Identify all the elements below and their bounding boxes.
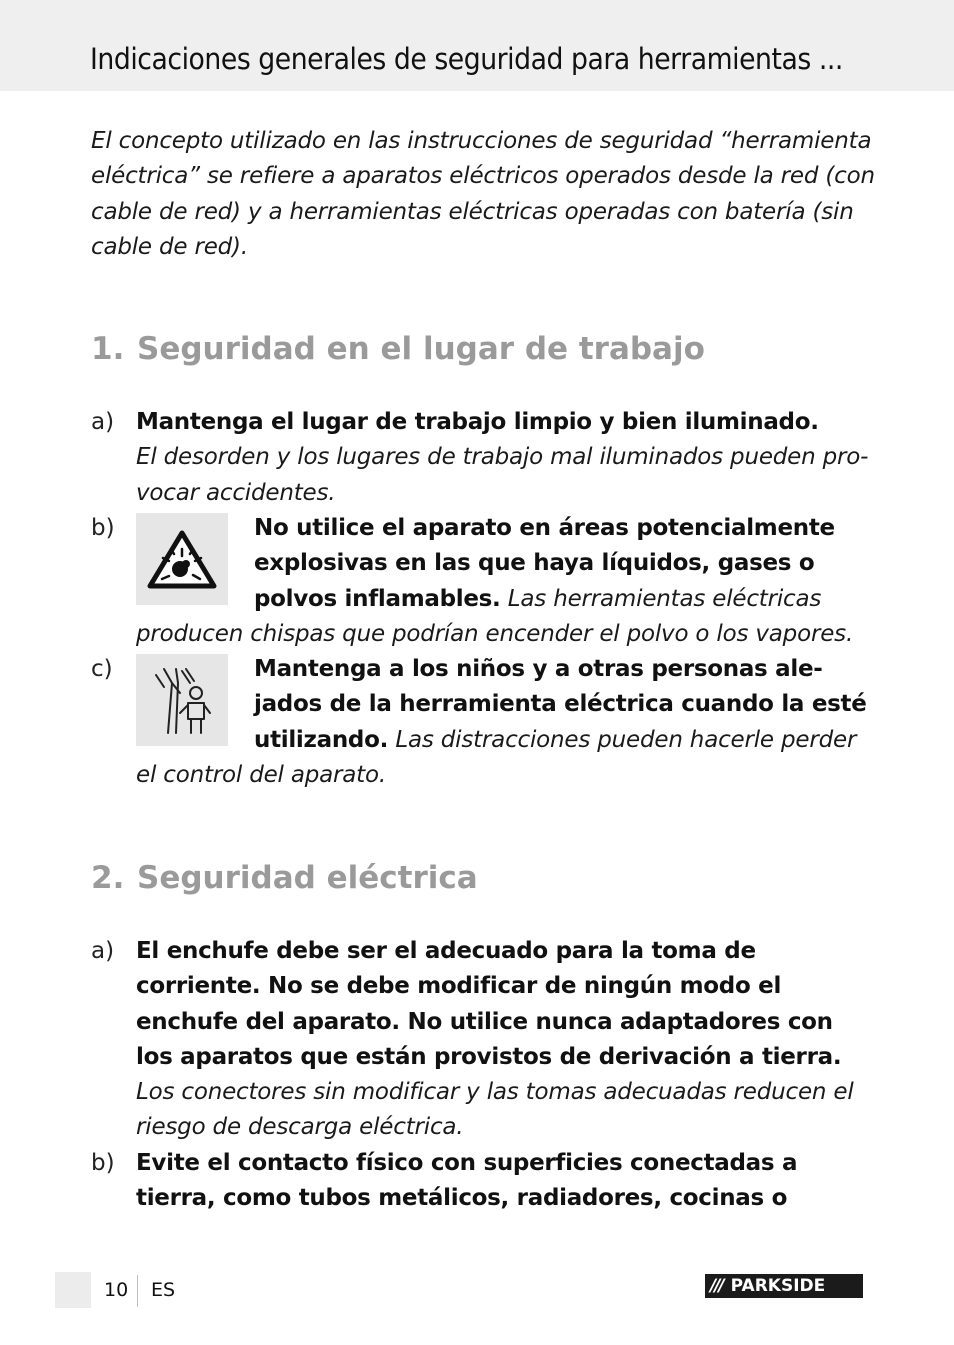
- item-label: b): [91, 515, 115, 541]
- item-bold-text: Mantenga a los niños y a otras personas ale-jados de la herramienta eléctrica cuando la esté utilizando.: [254, 656, 867, 753]
- brand-name: PARKSIDE: [730, 1276, 826, 1296]
- item-label: b): [91, 1150, 115, 1176]
- list-item: [91, 652, 871, 793]
- list-item: [91, 934, 871, 1146]
- item-italic-text: Las herramientas eléctricas producen chispas que podrían encender el polvo o los vapores.: [136, 585, 854, 647]
- section-number: 2.: [91, 860, 125, 896]
- item-bold-text: Evite el contacto físico con superficies conectadas a tierra, como tubos metálicos, radiadores, cocinas o: [136, 1150, 798, 1212]
- list-item: [91, 511, 871, 652]
- item-label: c): [91, 656, 113, 682]
- footer-divider: [137, 1275, 138, 1307]
- page-title: Indicaciones generales de seguridad para herramientas ...: [90, 42, 843, 76]
- section-title: Seguridad eléctrica: [137, 860, 478, 896]
- item-bold-text: Mantenga el lugar de trabajo limpio y bien iluminado.: [136, 409, 819, 435]
- section-title: Seguridad en el lugar de trabajo: [137, 331, 705, 367]
- language-code: ES: [151, 1279, 176, 1301]
- footer-marker: [55, 1272, 91, 1308]
- list-item: [91, 1146, 871, 1217]
- item-bold-text: No utilice el aparato en áreas potencialmente explosivas en las que haya líquidos, gases o polvos inflamables.: [254, 515, 835, 612]
- page-number: 10: [104, 1279, 129, 1301]
- item-bold-text: El enchufe debe ser el adecuado para la toma de corriente. No se debe modificar de ningún modo el enchufe del aparato. No utilice nunca adaptadores con los aparatos que están provistos de derivación a tierra.: [136, 938, 842, 1070]
- explosive-warning-icon: [136, 513, 228, 605]
- brand-logo: [705, 1274, 863, 1298]
- list-item: [91, 405, 871, 511]
- item-italic-text: Los conectores sin modificar y las tomas adecuadas reducen el riesgo de descarga eléctrica.: [136, 1079, 854, 1141]
- section-heading-2: [91, 860, 478, 896]
- item-label: a): [91, 938, 115, 964]
- section-number: 1.: [91, 331, 125, 367]
- keep-children-away-icon: [136, 654, 228, 746]
- item-italic-text: El desorden y los lugares de trabajo mal iluminados pueden pro-vocar accidentes.: [136, 444, 869, 506]
- item-italic-text: Las distracciones pueden hacerle perder el control del aparato.: [136, 726, 857, 788]
- intro-paragraph: El concepto utilizado en las instrucciones de seguridad “herramienta eléctrica” se refiere a aparatos eléctricos operados desde la red (con cable de red) y a herramientas eléctricas operadas con batería (sin cable de red).: [91, 128, 875, 260]
- brand-slashes: ///: [710, 1276, 723, 1296]
- section-heading-1: [91, 331, 705, 367]
- item-label: a): [91, 409, 115, 435]
